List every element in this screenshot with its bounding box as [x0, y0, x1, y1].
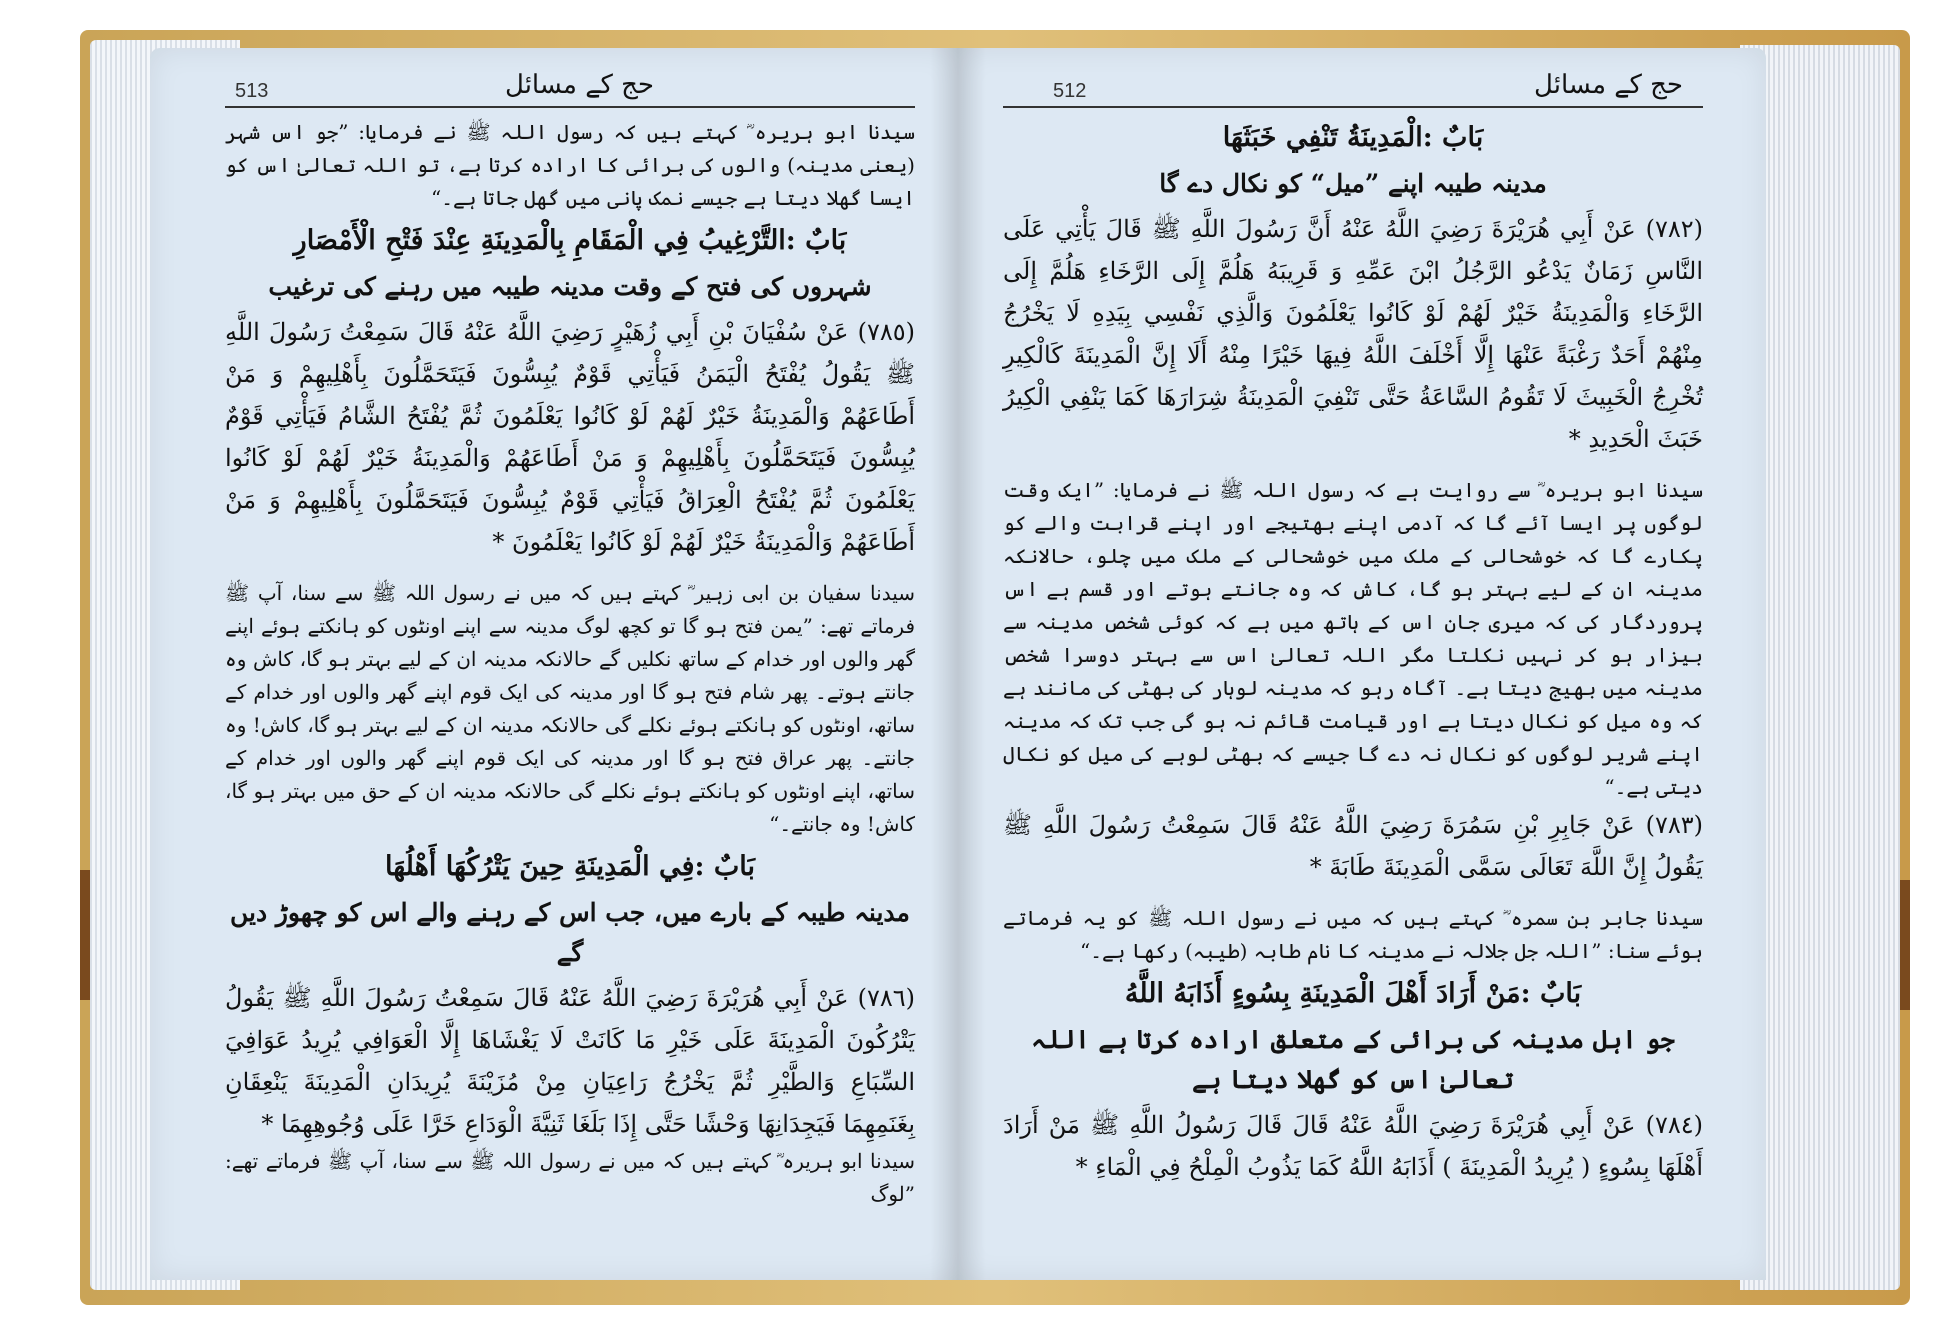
running-head: حج کے مسائل — [505, 70, 654, 100]
running-head: حج کے مسائل — [1534, 70, 1683, 100]
hadith-782-urdu: سیدنا ابو ہریرہ ؓ سے روایت ہے کہ رسول اللہ ﷺ نے فرمایا: ”ایک وقت لوگوں پر ایسا آئے گا کہ آدمی اپنے بھتیجے اور اپنے قرابت والے کو پکارے گا کہ خوشحالی کے ملک میں خوشحالی کے ملک میں چلو، حالانکہ مدینہ ان کے لیے بہتر ہو گا، کاش کہ وہ جانتے ہوتے اور قسم ہے اس پروردگار کی کہ میری جان اس کے ہاتھ میں ہے کہ کوئی شخص مدینہ سے بیزار ہو کر نہیں نکلتا مگر اللہ تعالیٰ اس سے بہتر دوسرا شخص مدینہ میں بھیج دیتا ہے۔ آگاہ رہو کہ مدینہ لوہار کی بھٹی کی مانند ہے کہ وہ میل کو نکال دیتا ہے اور قیامت قائم نہ ہو گی جب تک کہ مدینہ اپنے شریر لوگوں کو نکال نہ دے گا جیسے کہ بھٹی لوہے کی میل کو نکال دیتی ہے۔“ — [1003, 478, 1703, 799]
chapter-heading-arabic: بَابٌ :الْمَدِينَةُ تَنْفِي خَبَثَهَا — [1222, 122, 1484, 153]
chapter-heading-urdu: مدینہ طیبہ کے بارے میں، جب اس کے رہنے والے اس کو چھوڑ دیں گے — [230, 898, 910, 967]
left-page — [150, 48, 958, 1280]
hadith-783-arabic: (٧٨٣) عَنْ جَابِرِ بْنِ سَمُرَةَ رَضِيَ اللَّهُ عَنْهُ قَالَ سَمِعْتُ رَسُولَ اللَّهِ ﷺ يَقُولُ إِنَّ اللَّهَ تَعَالَى سَمَّى الْمَدِينَةَ طَابَةَ * — [1003, 811, 1703, 881]
chapter-heading-urdu: مدینہ طیبہ اپنے ”میل“ کو نکال دے گا — [1159, 169, 1547, 198]
chapter-heading-arabic: بَابٌ :مَنْ أَرَادَ أَهْلَ الْمَدِينَةِ بِسُوءٍ أَذَابَهُ اللَّهُ — [1124, 978, 1582, 1009]
hadith-782-arabic: (٧٨٢) عَنْ أَبِي هُرَيْرَةَ رَضِيَ اللَّهُ عَنْهُ أَنَّ رَسُولَ اللَّهِ ﷺ قَالَ يَأْتِي عَلَى النَّاسِ زَمَانٌ يَدْعُو الرَّجُلُ ابْنَ عَمِّهِ وَ قَرِيبَهُ هَلُمَّ إِلَى الرَّخَاءِ هَلُمَّ إِلَى الرَّخَاءِ وَالْمَدِينَةُ خَيْرٌ لَهُمْ لَوْ كَانُوا يَعْلَمُونَ وَالَّذِي نَفْسِي بِيَدِهِ لَا يَخْرُجُ مِنْهُمْ أَحَدٌ رَغْبَةً عَنْهَا إِلَّا أَخْلَفَ اللَّهُ فِيهَا خَيْرًا مِنْهُ أَلَا إِنَّ الْمَدِينَةَ كَالْكِيرِ تُخْرِجُ الْخَبِيثَ لَا تَقُومُ السَّاعَةُ حَتَّى تَنْفِيَ الْمَدِينَةُ شِرَارَهَا كَمَا يَنْفِي الْكِيرُ خَبَثَ الْحَدِيدِ * — [1003, 215, 1703, 453]
hadith-784-arabic: (٧٨٤) عَنْ أَبِي هُرَيْرَةَ رَضِيَ اللَّهُ عَنْهُ قَالَ قَالَ رَسُولُ اللَّهِ ﷺ مَنْ أَرَادَ أَهْلَهَا بِسُوءٍ ( يُرِيدُ الْمَدِينَةَ ) أَذَابَهُ اللَّهُ كَمَا يَذُوبُ الْمِلْحُ فِي الْمَاءِ * — [1003, 1111, 1703, 1181]
hadith-785-arabic: (٧٨٥) عَنْ سُفْيَانَ بْنِ أَبِي زُهَيْرٍ رَضِيَ اللَّهُ عَنْهُ قَالَ سَمِعْتُ رَسُولَ اللَّهِ ﷺ يَقُولُ يُفْتَحُ الْيَمَنُ فَيَأْتِي قَوْمٌ يُبِسُّونَ فَيَتَحَمَّلُونَ بِأَهْلِيهِمْ وَ مَنْ أَطَاعَهُمْ وَالْمَدِينَةُ خَيْرٌ لَهُمْ لَوْ كَانُوا يَعْلَمُونَ ثُمَّ يُفْتَحُ الشَّامُ فَيَأْتِي قَوْمٌ يُبِسُّونَ فَيَتَحَمَّلُونَ بِأَهْلِيهِمْ وَ مَنْ أَطَاعَهُمْ وَالْمَدِينَةُ خَيْرٌ لَهُمْ لَوْ كَانُوا يَعْلَمُونَ ثُمَّ يُفْتَحُ الْعِرَاقُ فَيَأْتِي قَوْمٌ يُبِسُّونَ فَيَتَحَمَّلُونَ بِأَهْلِيهِمْ وَ مَنْ أَطَاعَهُمْ وَالْمَدِينَةُ خَيْرٌ لَهُمْ لَوْ كَانُوا يَعْلَمُونَ * — [225, 318, 915, 556]
chapter-heading-urdu: جو اہل مدینہ کی برائی کے متعلق ارادہ کرتا ہے اللہ تعالیٰ اس کو گھلا دیتا ہے — [1031, 1025, 1675, 1094]
hadith-786-urdu: سیدنا ابو ہریرہ ؓ کہتے ہیں کہ میں نے رسول اللہ ﷺ سے سنا، آپ ﷺ فرماتے تھے: ”لوگ — [225, 1149, 915, 1206]
chapter-heading-urdu: شہروں کی فتح کے وقت مدینہ طیبہ میں رہنے کی ترغیب — [268, 272, 872, 301]
right-page-content — [1003, 62, 1703, 1188]
hadith-783-urdu: سیدنا جابر بن سمرہ ؓ کہتے ہیں کہ میں نے رسول اللہ ﷺ کو یہ فرماتے ہوئے سنا: ”اللہ جل جلالہ نے مدینہ کا نام طابہ (طیبہ) رکھا ہے۔“ — [1003, 906, 1703, 963]
book-gutter — [930, 48, 986, 1280]
intro-translation: سیدنا ابو ہریرہ ؓ کہتے ہیں کہ رسول اللہ ﷺ نے فرمایا: ”جو اس شہر (یعنی مدینہ) والوں کی برائی کا ارادہ کرتا ہے، تو اللہ تعالیٰ اس کو ایسا گھلا دیتا ہے جیسے نمک پانی میں گھل جاتا ہے۔“ — [225, 120, 915, 210]
chapter-heading-arabic: بَابٌ :التَّرْغِيبُ فِي الْمَقَامِ بِالْمَدِينَةِ عِنْدَ فَتْحِ الْأَمْصَارِ — [293, 225, 847, 256]
left-page-header — [225, 62, 915, 108]
chapter-heading-arabic: بَابٌ :فِي الْمَدِينَةِ حِينَ يَتْرُكُهَا أَهْلُهَا — [384, 851, 755, 882]
left-page-content — [225, 62, 915, 1211]
hadith-786-arabic: (٧٨٦) عَنْ أَبِي هُرَيْرَةَ رَضِيَ اللَّهُ عَنْهُ قَالَ سَمِعْتُ رَسُولَ اللَّهِ ﷺ يَقُولُ يَتْرُكُونَ الْمَدِينَةَ عَلَى خَيْرِ مَا كَانَتْ لَا يَغْشَاهَا إِلَّا الْعَوَافِي يُرِيدُ عَوَافِيَ السِّبَاعِ وَالطَّيْرِ ثُمَّ يَخْرُجُ رَاعِيَانِ مِنْ مُزَيْنَةَ يُرِيدَانِ الْمَدِينَةَ يَنْعِقَانِ بِغَنَمِهِمَا فَيَجِدَانِهَا وَحْشًا حَتَّى إِذَا بَلَغَا ثَنِيَّةَ الْوَدَاعِ خَرَّا عَلَى وُجُوهِهِمَا * — [225, 984, 916, 1138]
right-page-header — [1003, 62, 1703, 108]
page-number: 513 — [235, 80, 269, 102]
right-page — [958, 48, 1766, 1280]
hadith-785-urdu: سیدنا سفیان بن ابی زہیر ؓ کہتے ہیں کہ میں نے رسول اللہ ﷺ سے سنا، آپ ﷺ فرماتے تھے: ”یمن فتح ہو گا تو کچھ لوگ مدینہ سے اپنے اونٹوں کو ہانکتے ہوئے اپنے گھر والوں اور خدام کے ساتھ نکلیں گے حالانکہ مدینہ ان کے لیے بہتر ہو گا، کاش وہ جانتے ہوتے۔ پھر شام فتح ہو گا اور مدینہ کی ایک قوم اپنے گھر والوں اور خدام کے ساتھ، اونٹوں کو ہانکتے ہوئے نکلے گی حالانکہ مدینہ ان کے لیے بہتر ہو گا، کاش! وہ جانتے۔ پھر عراق فتح ہو گا اور مدینہ کی ایک قوم اپنے گھر والوں اور خدام کے ساتھ، اپنے اونٹوں کو ہانکتے ہوئے نکلے گی حالانکہ مدینہ ان کے حق میں بہتر ہو گا، کاش! وہ جانتے۔“ — [225, 581, 915, 836]
page-number: 512 — [1053, 80, 1087, 102]
